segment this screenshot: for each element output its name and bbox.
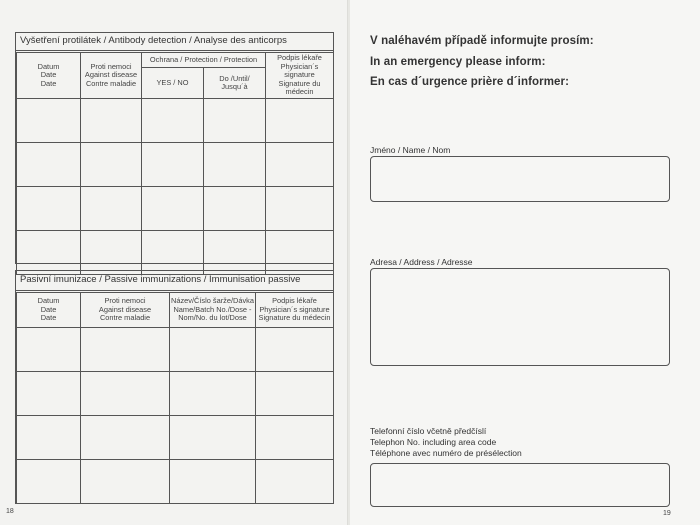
passive-section-title: Pasivní imunizace / Passive immunizations / Immunisation passive: [16, 271, 333, 291]
passive-table: [16, 292, 334, 504]
table-row: [17, 98, 334, 142]
phone-label-cz: Telefonní číslo včetně předčíslí: [370, 426, 487, 436]
phone-label-en: Telephon No. including area code: [370, 437, 497, 447]
table-row: [17, 230, 334, 274]
right-page: [350, 0, 700, 525]
name-field[interactable]: [370, 156, 670, 202]
emergency-heading-fr: En cas d´urgence prière d´informer:: [370, 76, 570, 88]
antibody-table: [16, 52, 334, 275]
table-row: [17, 142, 334, 186]
antibody-detection-section: [15, 32, 334, 264]
table-row: [17, 460, 334, 504]
phone-label-fr: Téléphone avec numéro de présélection: [370, 448, 522, 458]
left-page: [0, 0, 348, 525]
emergency-heading-cz: V naléhavém případě informujte prosím:: [370, 35, 594, 47]
phone-field[interactable]: [370, 463, 670, 507]
col-batch-header: Název/Číslo šarže/Dávka Name/Batch No./Dose - Nom/No. du lot/Dose: [170, 293, 256, 328]
table-row: [17, 186, 334, 230]
table-row: [17, 416, 334, 460]
address-label: Adresa / Address / Adresse: [370, 257, 473, 267]
table-row: [17, 328, 334, 372]
col-against-disease-header: Proti nemoci Against disease Contre maladie: [81, 293, 170, 328]
table-row: [17, 372, 334, 416]
col-yes-no-header: YES / NO: [142, 68, 204, 99]
col-signature-header: Podpis lékaře Physician´s signature Signature du médecin: [266, 53, 334, 99]
passive-immunization-section: [15, 270, 334, 504]
col-until-header: Do /Until/ Jusqu´à: [204, 68, 266, 99]
col-date-header: Datum Date Date: [17, 293, 81, 328]
address-field[interactable]: [370, 268, 670, 366]
col-signature-header: Podpis lékaře Physician´s signature Signature du médecin: [256, 293, 334, 328]
col-against-disease-header: Proti nemoci Against disease Contre maladie: [81, 53, 142, 99]
antibody-section-title: Vyšetření protilátek / Antibody detection / Analyse des anticorps: [16, 33, 333, 51]
page-number-left: 18: [6, 508, 14, 515]
page-number-right: 19: [663, 510, 671, 517]
col-date-header: Datum Date Date: [17, 53, 81, 99]
name-label: Jméno / Name / Nom: [370, 145, 451, 155]
col-protection-header: Ochrana / Protection / Protection: [142, 53, 266, 68]
emergency-heading-en: In an emergency please inform:: [370, 56, 546, 68]
